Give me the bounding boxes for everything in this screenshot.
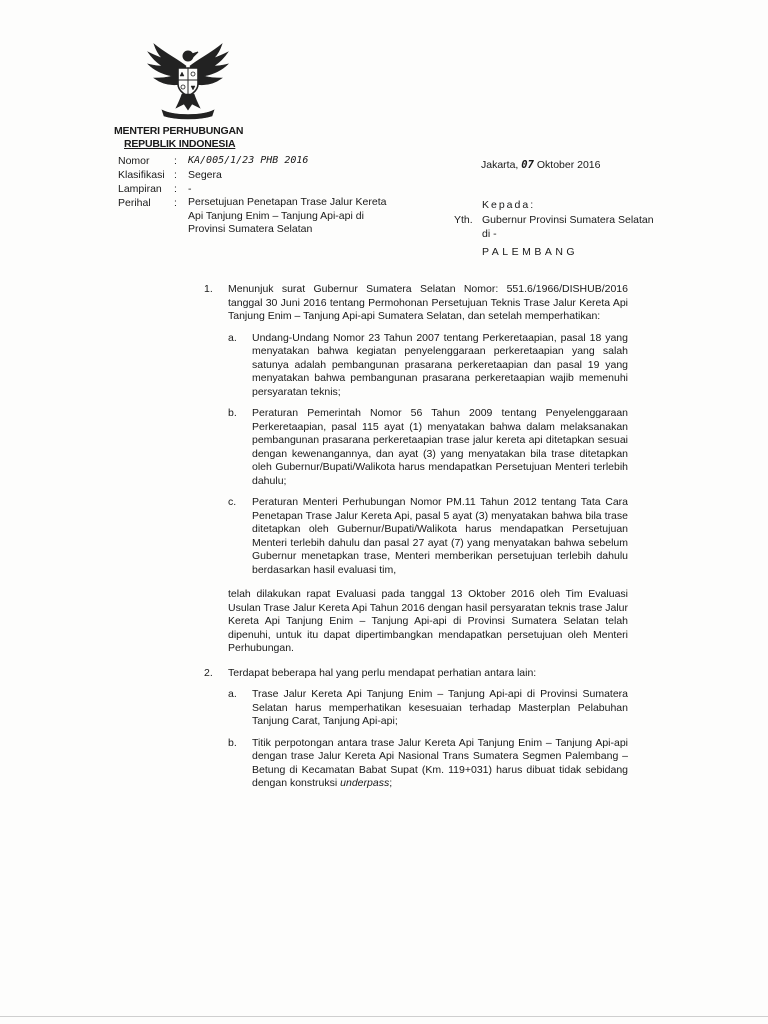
lampiran-label: Lampiran (118, 183, 162, 195)
klasifikasi-value: Segera (188, 169, 222, 181)
sub-letter: b. (228, 736, 237, 749)
ministry-title: MENTERI PERHUBUNGAN (114, 125, 244, 137)
perihal-value: Persetujuan Penetapan Trase Jalur Kereta Api Tanjung Enim – Tanjung Api-api di Provinsi Sumatera Selatan (188, 196, 387, 235)
body-item-1a (228, 332, 628, 400)
sub-text-main: Titik perpotongan antara trase Jalur Kereta Api Tanjung Enim – Tanjung Api-api dengan trase Jalur Kereta Api Nasional Trans Sumatera Segmen Palembang – Betung di Kecamatan Babat Supat (Km. 119+031) harus dibuat tidak sebidang dengan konstruksi (252, 736, 628, 789)
body-item-2b (228, 737, 628, 791)
garuda-emblem-icon (140, 36, 236, 120)
yth-label: Yth. (454, 213, 473, 226)
recipient-name: Gubernur Provinsi Sumatera Selatan (482, 213, 654, 226)
colon: : (174, 183, 177, 195)
sub-text: Peraturan Menteri Perhubungan Nomor PM.11 Tahun 2012 tentang Tata Cara Penetapan Trase Jalur Kereta Api, pasal 5 ayat (3) menyatakan bahwa bila trase ditetapkan oleh Gubernur/Bupati/Walikota harus mendapatkan Persetujuan Menteri terlebih dahulu dan pasal 27 ayat (7) yang menyatakan bahwa sebelum Gubernur menetapkan trase, Menteri memberikan persetujuan terlebih dahulu berdasarkan hasil evaluasi tim, (252, 496, 628, 576)
perihal-label: Perihal (118, 197, 151, 209)
sub-text: Trase Jalur Kereta Api Tanjung Enim – Tanjung Api-api di Provinsi Sumatera Selatan harus memperhatikan kesesuaian terhadap Masterplan Pelabuhan Tanjung Carat, Tanjung Api-api; (252, 688, 628, 727)
nomor-label: Nomor (118, 155, 150, 167)
body-item-1c (228, 496, 628, 577)
lampiran-value: - (188, 183, 192, 195)
item-number: 2. (204, 666, 213, 679)
sub-letter: a. (228, 688, 237, 700)
body-item-2a (228, 688, 628, 729)
item-number: 1. (204, 283, 213, 295)
date-month-year: Oktober 2016 (536, 159, 601, 171)
letter-meta (118, 154, 398, 237)
body-item-1b (228, 407, 628, 488)
colon: : (174, 197, 177, 209)
letter-date (481, 159, 601, 171)
meta-row-perihal (118, 196, 398, 237)
date-place: Jakarta, (481, 159, 519, 171)
sub-text-end: ; (389, 777, 393, 789)
colon: : (174, 155, 177, 167)
sub-letter: a. (228, 331, 237, 344)
ministry-header (114, 125, 243, 151)
colon: : (174, 169, 177, 181)
sub-letter: c. (228, 496, 237, 508)
recipient-city: PALEMBANG (482, 245, 579, 258)
klasifikasi-label: Klasifikasi (118, 169, 165, 181)
meta-row-klasifikasi (118, 168, 398, 182)
sub-text: Peraturan Pemerintah Nomor 56 Tahun 2009 tentang Penyelenggaraan Perkeretaapian, pasal 115 ayat (1) menyatakan bahwa dalam melaksanakan pembangunan prasarana perkeretaapian trase jalur kereta api ditetapkan sesuai dengan kewenangannya, dan ayat (3) yang menyatakan bila trase ditetapkan oleh Gubernur/Bupati/Walikota harus mendapatkan Persetujuan Menteri terlebih dahulu; (252, 407, 628, 487)
sub-text: Undang-Undang Nomor 23 Tahun 2007 tentang Perkeretaapian, pasal 18 yang menyatakan bahwa kegiatan penyelenggaraan perkeretaapian yang salah satunya adalah pembangunan prasarana perkeretaapian dan pasal 19 yang menyatakan bahwa pembangunan prasarana perkeretaapian wajib memenuhi persyaratan teknis; (252, 331, 628, 398)
letter-body (204, 283, 628, 791)
sub-letter: b. (228, 407, 237, 419)
recipient-di: di - (482, 228, 497, 240)
meta-row-lampiran (118, 182, 398, 196)
sub-text (252, 737, 628, 791)
nomor-value: KA/005/1/23 PHB 2016 (188, 155, 309, 166)
kepada-label: Kepada: (482, 199, 536, 211)
item-text: Menunjuk surat Gubernur Sumatera Selatan Nomor: 551.6/1966/DISHUB/2016 tanggal 30 Juni 2016 tentang Permohonan Persetujuan Teknis Trase Jalur Kereta Api Tanjung Enim – Tanjung Api-api Sumatera Selatan, dan setelah memperhatikan: (228, 283, 628, 322)
item-text: Terdapat beberapa hal yang perlu mendapat perhatian antara lain: (228, 666, 537, 679)
body-item-2 (204, 667, 628, 681)
underpass-term: underpass (340, 777, 390, 789)
date-day: 07 (521, 159, 534, 171)
republic-title: REPUBLIK INDONESIA (124, 138, 236, 150)
meta-row-nomor (118, 154, 398, 168)
page-edge-line (0, 1016, 768, 1017)
recipient-block (454, 198, 654, 259)
item-1-closing: telah dilakukan rapat Evaluasi pada tanggal 13 Oktober 2016 oleh Tim Evaluasi Usulan Trase Jalur Kereta Api Tahun 2016 dengan hasil persyaratan teknis trase Jalur Kereta Api Tanjung Enim – Tanjung Api-api di Provinsi Sumatera Selatan telah dipenuhi, untuk itu dapat dipertimbangkan mendapatkan persetujuan oleh Menteri Perhubungan. (228, 588, 628, 654)
body-item-1 (204, 283, 628, 324)
